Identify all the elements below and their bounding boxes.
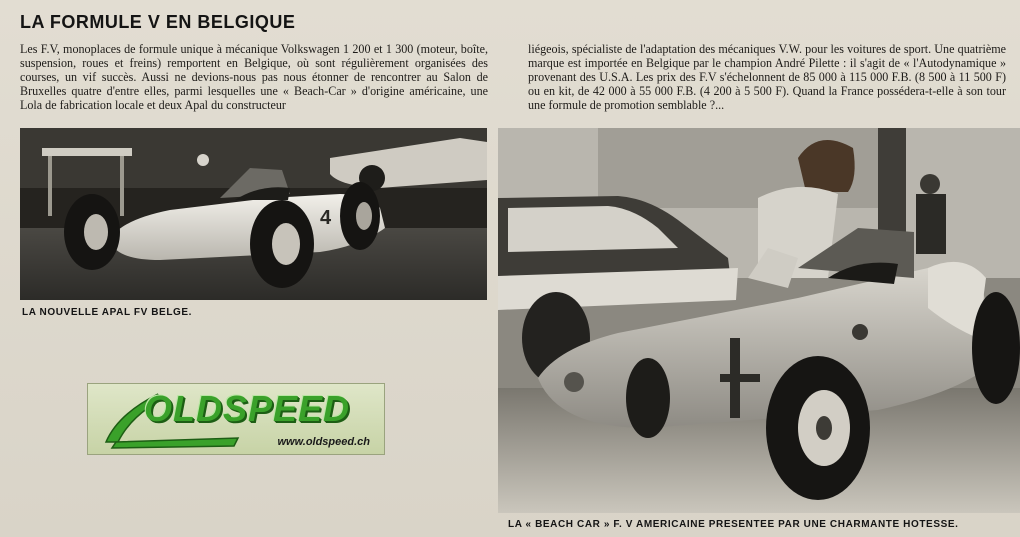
article-column-right: liégeois, spécialiste de l'adaptation des mécaniques V.W. pour les voitures de sport. Une quatrième marque est importée en Belgique par le champion André Pilette : il s'agit de « l'Autodynamique » provenant des U.S.A. Les prix des F.V s'échelonnent de 85 000 à 115 000 F.B. (8 500 à 11 500 F) ou en kit, de 42 000 à 55 000 F.B. (4 200 à 5 500 F). Quand la France possédera-t-elle à son tour une formule de promotion semblable ?... <box>528 42 1006 112</box>
logo-url: www.oldspeed.ch <box>277 436 370 448</box>
race-car-illustration <box>20 128 487 300</box>
photo-beach-car <box>498 128 1020 513</box>
oldspeed-logo <box>87 383 385 455</box>
article-column-left: Les F.V, monoplaces de formule unique à mécanique Volkswagen 1 200 et 1 300 (moteur, boîte, suspension, roues et freins) remportent en Belgique, où sont régulièrement organisées des courses, un vif succès. Aussi ne devions-nous pas nous étonner de rencontrer au Salon de Bruxelles quatre d'entre elles, parmi lesquelles une « Beach-Car » d'origine américaine, une Lola de fabrication locale et deux Apal du constructeur <box>20 42 488 112</box>
svg-text:4: 4 <box>320 207 332 229</box>
caption-left: LA NOUVELLE APAL FV BELGE. <box>22 307 193 318</box>
article-headline: LA FORMULE V EN BELGIQUE <box>20 12 296 32</box>
beach-car-illustration <box>498 128 1020 513</box>
caption-right: LA « BEACH CAR » F. V AMERICAINE PRESENTEE PAR UNE CHARMANTE HOTESSE. <box>508 519 959 530</box>
logo-wordmark: OLDSPEED <box>144 388 351 429</box>
photo-apal-fv <box>20 128 487 300</box>
